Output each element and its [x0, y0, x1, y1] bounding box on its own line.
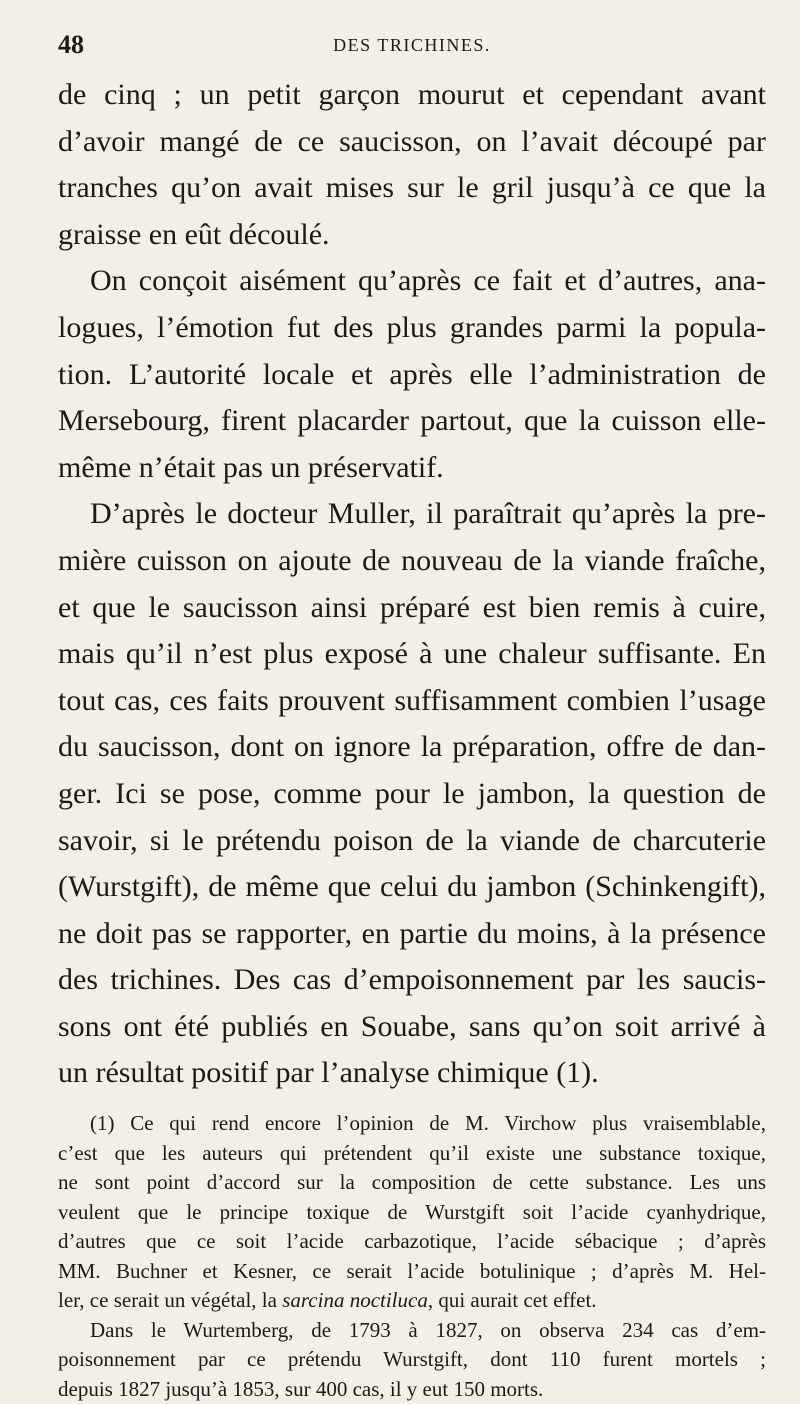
- body-line: Mersebourg, firent placarder partout, que la cuisson elle-: [58, 404, 766, 438]
- body-line: (Wurstgift), de même que celui du jambon (Schinkengift),: [58, 870, 766, 904]
- footnote-line: (1) Ce qui rend encore l’opinion de M. Virchow plus vraisemblable,: [90, 1111, 766, 1136]
- footnote-line: d’autres que ce soit l’acide carbazotique, l’acide sébacique ; d’après: [58, 1229, 766, 1254]
- body-line: tranches qu’on avait mises sur le gril jusqu’à ce que la: [58, 171, 766, 205]
- running-title: DES TRICHINES.: [333, 35, 491, 55]
- footnote-line: ne sont point d’accord sur la composition de cette substance. Les uns: [58, 1170, 766, 1195]
- body-line: des trichines. Des cas d’empoisonnement par les saucis-: [58, 963, 766, 997]
- footnote-line: depuis 1827 jusqu’à 1853, sur 400 cas, il y eut 150 morts.: [58, 1376, 544, 1401]
- running-head: [58, 22, 766, 66]
- body-line: tion. L’autorité locale et après elle l’administration de: [58, 357, 766, 391]
- body-line: mière cuisson on ajoute de nouveau de la viande fraîche,: [58, 543, 766, 577]
- body-text: [58, 72, 766, 1097]
- page-number: 48: [58, 30, 84, 59]
- body-line: tout cas, ces faits prouvent suffisamment combien l’usage: [58, 683, 766, 717]
- body-line: On conçoit aisément qu’après ce fait et d’autres, ana-: [90, 264, 766, 298]
- footnote-line: c’est que les auteurs qui prétendent qu’il existe une substance toxique,: [58, 1140, 766, 1165]
- body-line: du saucisson, dont on ignore la préparation, offre de dan-: [58, 730, 766, 764]
- footnote-line: poisonnement par ce prétendu Wurstgift, dont 110 furent mortels ;: [58, 1347, 766, 1372]
- body-line: et que le saucisson ainsi préparé est bien remis à cuire,: [58, 590, 766, 624]
- body-line: mais qu’il n’est plus exposé à une chaleur suffisante. En: [58, 637, 766, 671]
- body-line: graisse en eût découlé.: [58, 217, 330, 251]
- body-line: savoir, si le prétendu poison de la viande de charcuterie: [58, 823, 766, 857]
- footnote-line: MM. Buchner et Kesner, ce serait l’acide botulinique ; d’après M. Hel-: [58, 1258, 766, 1283]
- body-line: de cinq ; un petit garçon mourut et cependant avant: [58, 78, 766, 111]
- footnote: [58, 1109, 766, 1404]
- footnote-text: , qui aurait cet effet.: [427, 1288, 597, 1313]
- footnote-line: Dans le Wurtemberg, de 1793 à 1827, on observa 234 cas d’em-: [90, 1317, 766, 1342]
- footnote-line: veulent que le principe toxique de Wurstgift soit l’acide cyanhydrique,: [58, 1199, 766, 1224]
- footnote-line: [58, 1286, 766, 1316]
- body-line: même n’était pas un préservatif.: [58, 450, 444, 484]
- species-name: sarcina noctiluca: [282, 1288, 428, 1313]
- body-line: sons ont été publiés en Souabe, sans qu’on soit arrivé à: [58, 1009, 766, 1043]
- body-line: un résultat positif par l’analyse chimique (1).: [58, 1056, 599, 1090]
- body-line: D’après le docteur Muller, il paraîtrait qu’après la pre-: [90, 497, 766, 531]
- body-line: logues, l’émotion fut des plus grandes parmi la popula-: [58, 310, 766, 344]
- body-line: d’avoir mangé de ce saucisson, on l’avait découpé par: [58, 124, 766, 158]
- body-line: ger. Ici se pose, comme pour le jambon, la question de: [58, 776, 766, 810]
- body-line: ne doit pas se rapporter, en partie du moins, à la présence: [58, 916, 766, 950]
- footnote-text: ler, ce serait un végétal, la: [58, 1288, 283, 1313]
